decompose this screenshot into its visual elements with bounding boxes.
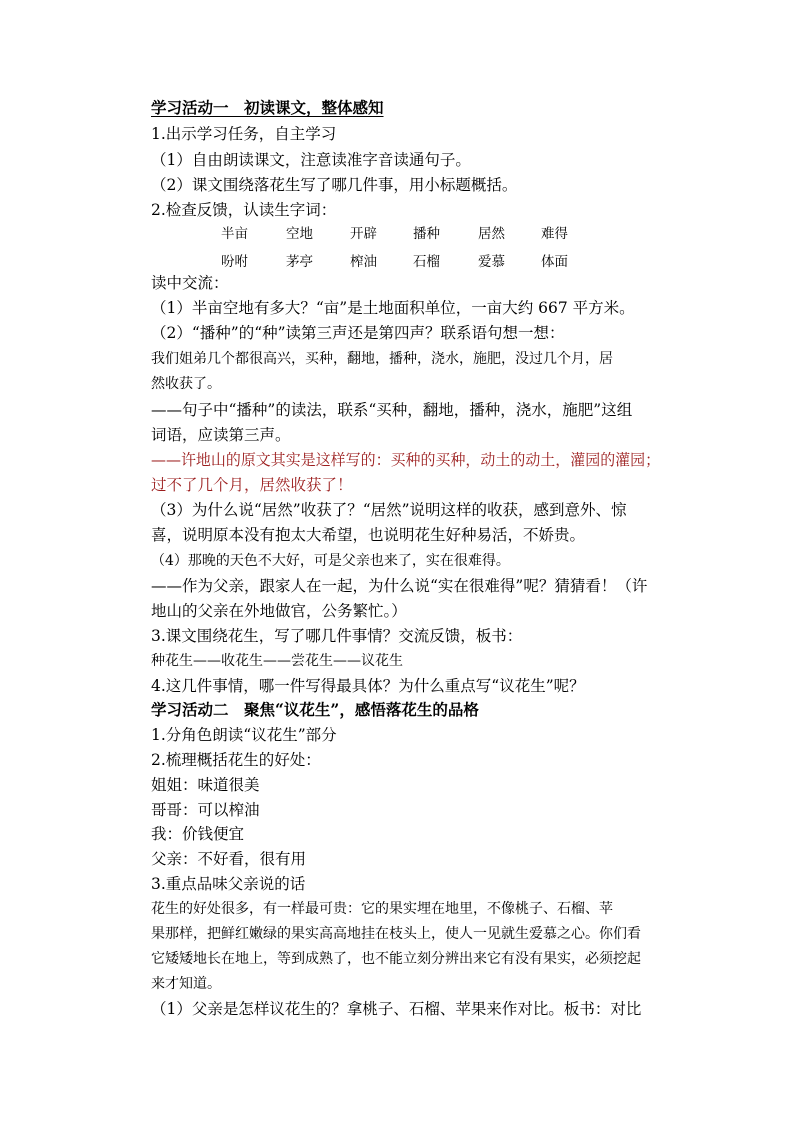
- benefit-father: 父亲：不好看，很有用: [151, 850, 307, 868]
- vocab-word: 榨油: [350, 254, 377, 270]
- vocab-word: 开辟: [350, 226, 377, 242]
- father-words-heading: 3.重点品味父亲说的话: [151, 875, 306, 893]
- question-2-quote-line-1: 我们姐弟几个都很高兴，买种，翻地，播种，浇水，施肥，没过几个月，居: [151, 351, 613, 367]
- question-3-line-1: （3）为什么说“居然”收获了？“居然”说明这样的收获，感到意外、惊: [151, 501, 627, 519]
- father-quote-line-2: 果那样，把鲜红嫩绿的果实高高地挂在枝头上，使人一见就生爱慕之心。你们看: [151, 926, 641, 942]
- sub-question-1: （1）父亲是怎样议花生的？拿桃子、石榴、苹果来作对比。板书：对比: [151, 1000, 642, 1018]
- task-item-1: （1）自由朗读课文，注意读准字音读通句子。: [151, 151, 471, 169]
- father-quote-line-3: 它矮矮地长在地上，等到成熟了，也不能立刻分辨出来它有没有果实，必须挖起: [151, 951, 641, 967]
- benefit-brother: 哥哥：可以榨油: [151, 801, 260, 819]
- vocab-word: 难得: [541, 226, 568, 242]
- vocab-word: 空地: [286, 226, 313, 242]
- benefits-heading: 2.梳理概括花生的好处：: [151, 751, 321, 769]
- original-text-line-2: 过不了几个月，居然收获了！: [151, 476, 353, 494]
- benefit-me: 我：价钱便宜: [151, 825, 245, 843]
- question-1: （1）半亩空地有多大？“亩”是土地面积单位，一亩大约 667 平方米。: [151, 299, 635, 317]
- reading-exchange-label: 读中交流：: [151, 274, 229, 292]
- task-heading: 1.出示学习任务，自主学习: [151, 125, 337, 143]
- vocab-word: 爱慕: [478, 254, 505, 270]
- question-3-line-2: 喜，说明原本没有抱太大希望，也说明花生好种易活，不娇贵。: [151, 526, 586, 544]
- role-reading: 1.分角色朗读“议花生”部分: [151, 726, 337, 744]
- question-4-note-line-2: 地山的父亲在外地做官，公务繁忙。）: [151, 602, 407, 620]
- vocab-word: 播种: [413, 226, 440, 242]
- vocab-word: 半亩: [221, 226, 248, 242]
- events-heading: 3.课文围绕花生，写了哪几件事情？交流反馈，板书：: [151, 627, 523, 645]
- activity1-title: 学习活动一 初读课文，整体感知: [151, 98, 384, 117]
- vocab-word: 吩咐: [221, 254, 248, 270]
- events-board: 种花生——收花生——尝花生——议花生: [151, 653, 403, 669]
- check-heading: 2.检查反馈，认读生字词：: [151, 201, 337, 219]
- vocab-word: 石榴: [413, 254, 440, 270]
- focus-question: 4.这几件事情，哪一件写得最具体？为什么重点写“议花生”呢？: [151, 677, 585, 695]
- question-4: （4）那晚的天色不大好，可是父亲也来了，实在很难得。: [151, 553, 510, 569]
- vocabulary-grid: [221, 224, 581, 280]
- activity2-title: 学习活动二 聚焦“议花生”，感悟落花生的品格: [151, 700, 479, 719]
- question-2: （2）“播种”的“种”读第三声还是第四声？联系语句想一想：: [151, 324, 565, 342]
- question-4-note-line-1: ——作为父亲，跟家人在一起，为什么说“实在很难得”呢？猜猜看！（许: [151, 577, 648, 595]
- question-2-note-line-2: 词语，应读第三声。: [151, 426, 291, 444]
- vocab-word: 茅亭: [286, 254, 313, 270]
- vocabulary-row-2: [221, 252, 581, 280]
- vocab-word: 体面: [541, 254, 568, 270]
- benefit-sister: 姐姐：味道很美: [151, 776, 260, 794]
- task-item-2: （2）课文围绕落花生写了哪几件事，用小标题概括。: [151, 176, 518, 194]
- question-2-quote-line-2: 然收获了。: [151, 376, 221, 392]
- father-quote-line-4: 来才知道。: [151, 976, 221, 992]
- vocab-word: 居然: [478, 226, 505, 242]
- question-2-note-line-1: ——句子中“播种”的读法，联系“买种，翻地，播种，浇水，施肥”这组: [151, 401, 633, 419]
- father-quote-line-1: 花生的好处很多，有一样最可贵：它的果实埋在地里，不像桃子、石榴、苹: [151, 901, 613, 917]
- original-text-line-1: ——许地山的原文其实是这样写的：买种的买种，动土的动土，灌园的灌园；: [151, 451, 661, 469]
- vocabulary-row-1: [221, 224, 581, 252]
